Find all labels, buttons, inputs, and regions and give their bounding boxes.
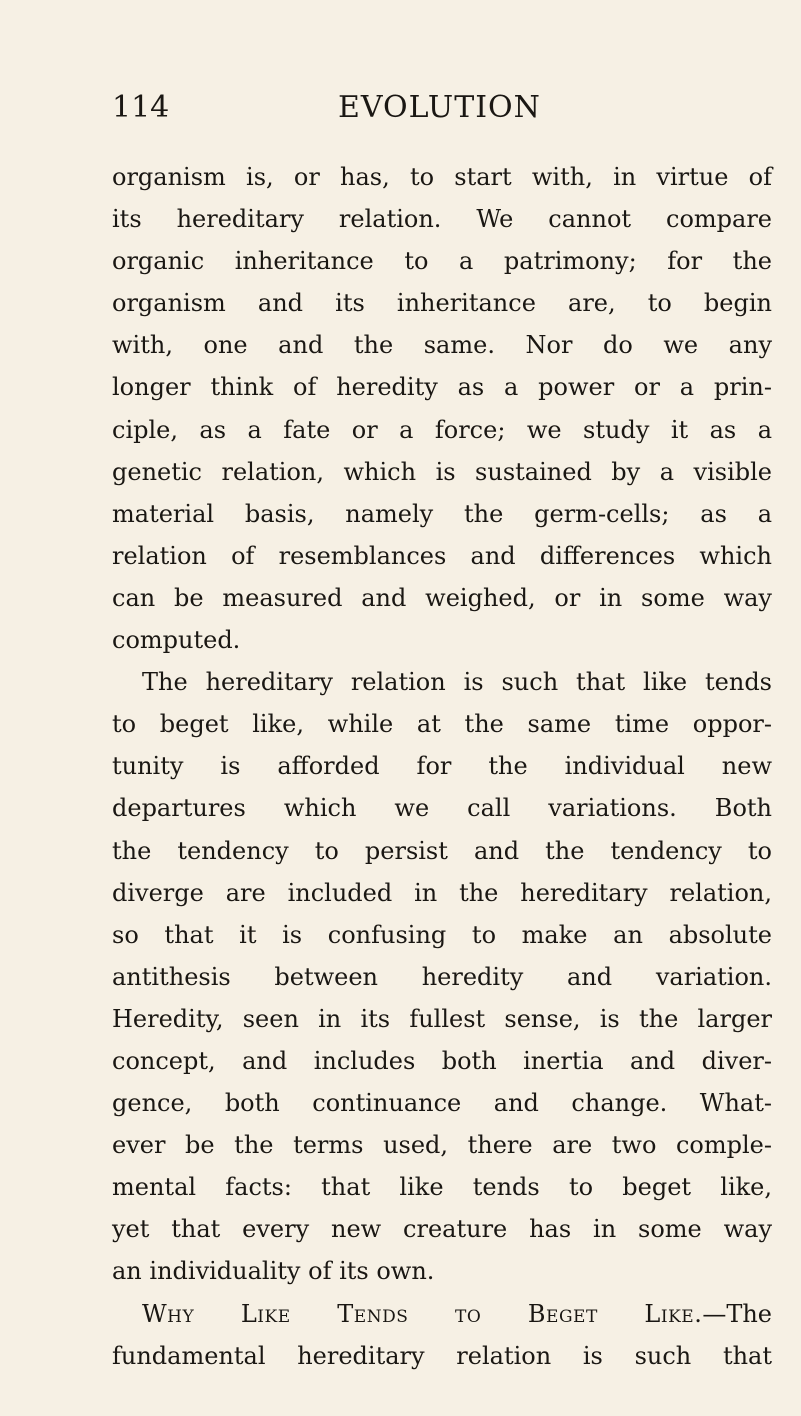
text-line: diverge are included in the hereditary relation, (112, 878, 772, 907)
text-line: so that it is confusing to make an absolute (112, 920, 772, 949)
text-line: Heredity, seen in its fullest sense, is the larger (112, 1004, 772, 1033)
text-line: its hereditary relation. We cannot compare (112, 205, 772, 234)
text-line: concept, and includes both inertia and diver- (112, 1046, 772, 1075)
section-heading-line (112, 1293, 772, 1335)
text-line: computed. (112, 626, 241, 655)
text-line: to beget like, while at the same time oppor- (112, 710, 772, 739)
text-line: ciple, as a fate or a force; we study it as a (112, 415, 772, 444)
text-line: organism is, or has, to start with, in virtue of (112, 163, 772, 191)
text-line: mental facts: that like tends to beget like, (112, 1173, 772, 1202)
section-heading: Why Like Tends to Beget Like. (142, 1299, 703, 1328)
body-text (112, 156, 772, 1377)
text-line: relation of resemblances and differences which (112, 541, 772, 570)
text-line: with, one and the same. Nor do we any (112, 331, 772, 360)
text-line: organism and its inheritance are, to begin (112, 289, 772, 318)
text-line: The hereditary relation is such that like tends (142, 668, 772, 697)
text-line: departures which we call variations. Both (112, 794, 772, 823)
running-head: EVOLUTION (338, 90, 541, 125)
text-line: an individuality of its own. (112, 1257, 435, 1286)
text-line: gence, both continuance and change. What- (112, 1089, 772, 1118)
text-line: organic inheritance to a patrimony; for the (112, 247, 772, 276)
text-line: fundamental hereditary relation is such that (112, 1341, 772, 1370)
text-line: genetic relation, which is sustained by a visible (112, 457, 772, 486)
text-line: can be measured and weighed, or in some way (112, 583, 772, 612)
page-header (112, 90, 772, 134)
text-line: material basis, namely the germ-cells; as a (112, 499, 772, 528)
text-line: ever be the terms used, there are two comple- (112, 1131, 772, 1160)
text-line: longer think of heredity as a power or a prin- (112, 373, 772, 402)
text-line: tunity is afforded for the individual new (112, 752, 772, 781)
text-line: yet that every new creature has in some way (112, 1215, 772, 1244)
page-number: 114 (112, 90, 170, 125)
section-heading-continuation: —The (702, 1299, 772, 1328)
text-line: the tendency to persist and the tendency to (112, 836, 772, 865)
text-line: antithesis between heredity and variation. (112, 962, 772, 991)
